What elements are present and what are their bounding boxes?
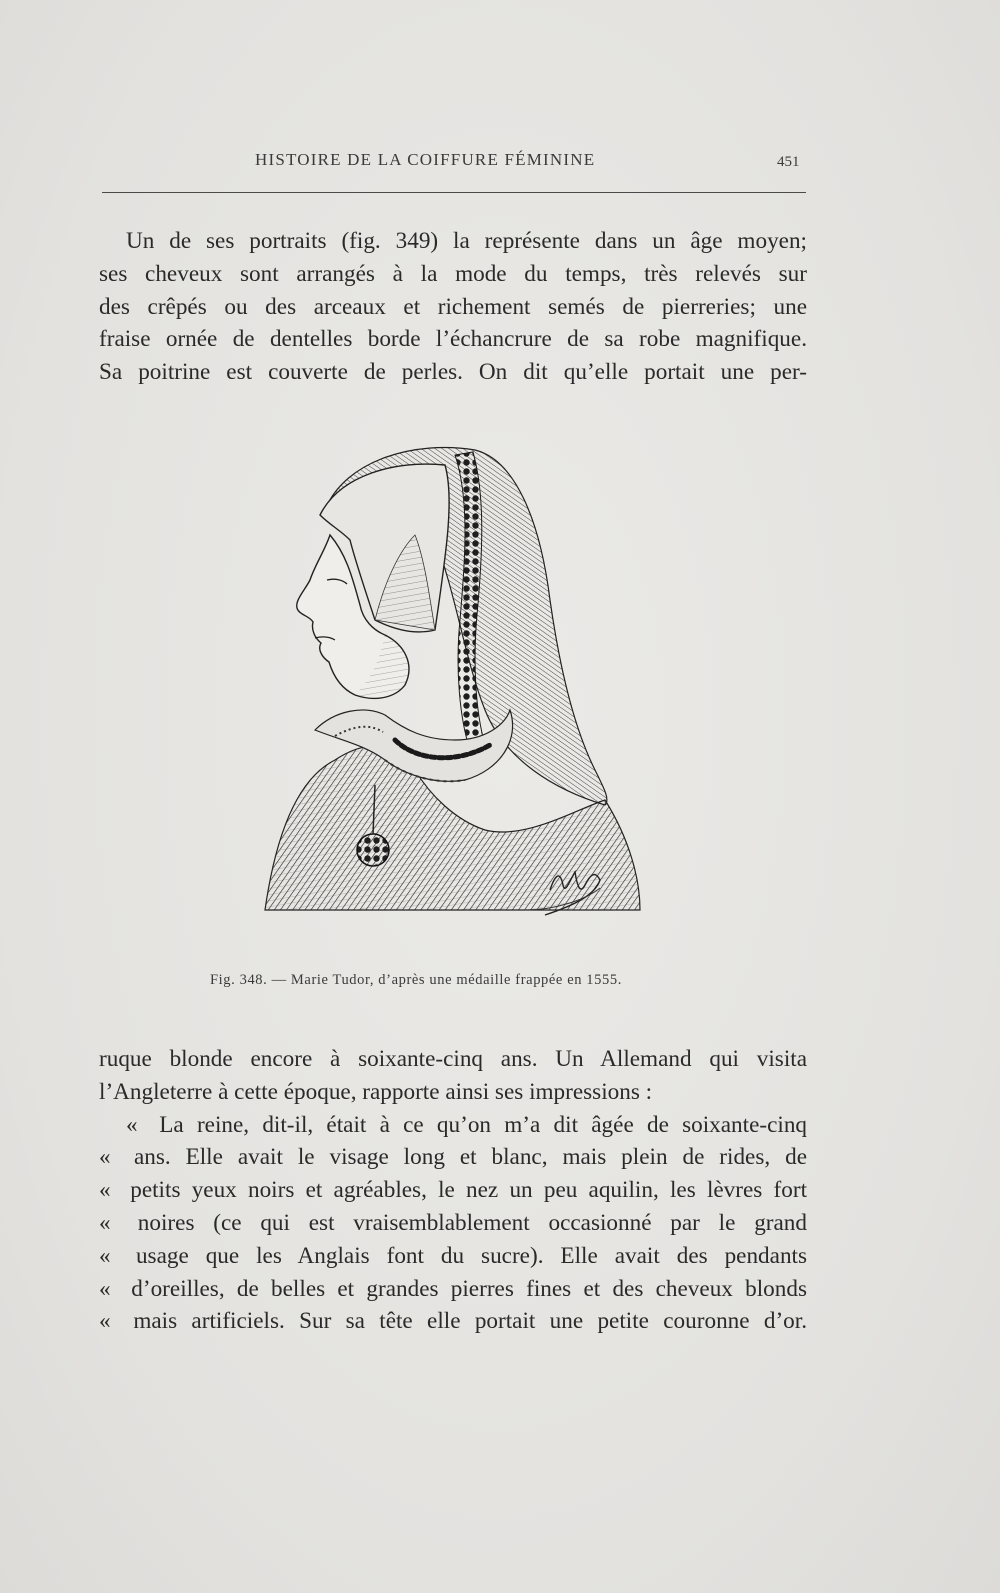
quote-mark: « [99, 1209, 111, 1236]
text-line: fraise ornée de dentelles borde l’échancrure de sa robe magnifique. [99, 326, 807, 353]
quote-line [99, 1305, 807, 1338]
figure-caption: Fig. 348. — Marie Tudor, d’après une médaille frappée en 1555. [210, 972, 622, 988]
paragraph-1 [99, 225, 807, 389]
quote-line [99, 1240, 807, 1273]
quote-text: La reine, dit-il, était à ce qu’on m’a dit âgée de soixante-cinq [159, 1111, 808, 1138]
quote-line [99, 1174, 807, 1207]
quote-text: d’oreilles, de belles et grandes pierres fines et des cheveux blonds [131, 1275, 807, 1302]
text-line: ruque blonde encore à soixante-cinq ans. Un Allemand qui visita [99, 1046, 807, 1072]
page-number: 451 [777, 154, 800, 170]
quote-mark: « [126, 1111, 138, 1138]
quote-text: mais artificiels. Sur sa tête elle portait une petite couronne d’or. [133, 1308, 808, 1335]
quote-mark: « [99, 1242, 111, 1269]
portrait-illustration [255, 440, 655, 940]
paragraph-2 [99, 1043, 807, 1338]
quote-text: usage que les Anglais font du sucre). Elle avait des pendants [135, 1242, 807, 1269]
quote-mark: « [99, 1144, 111, 1171]
text-line: Sa poitrine est couverte de perles. On dit qu’elle portait une per- [99, 359, 807, 386]
quote-mark: « [99, 1177, 111, 1204]
quote-text: petits yeux noirs et agréables, le nez un peu aquilin, les lèvres fort [130, 1177, 808, 1204]
quote-line [99, 1207, 807, 1240]
quote-mark: « [99, 1275, 111, 1302]
brooch-pendant [357, 834, 389, 866]
running-head: HISTOIRE DE LA COIFFURE FÉMININE [255, 150, 596, 169]
quote-line [99, 1109, 807, 1142]
header-rule [102, 192, 806, 193]
quote-text: noires (ce qui est vraisemblablement occasionné par le grand [137, 1209, 807, 1236]
text-line: des crêpés ou des arceaux et richement semés de pierreries; une [99, 293, 807, 320]
text-line: Un de ses portraits (fig. 349) la représente dans un âge moyen; [126, 228, 807, 254]
quote-mark: « [99, 1308, 111, 1335]
text-line: l’Angleterre à cette époque, rapporte ainsi ses impressions : [99, 1078, 653, 1105]
quote-line [99, 1273, 807, 1306]
text-line: ses cheveux sont arrangés à la mode du temps, très relevés sur [99, 260, 807, 287]
quote-line [99, 1141, 807, 1174]
quote-text: ans. Elle avait le visage long et blanc, mais plein de rides, de [133, 1144, 807, 1171]
